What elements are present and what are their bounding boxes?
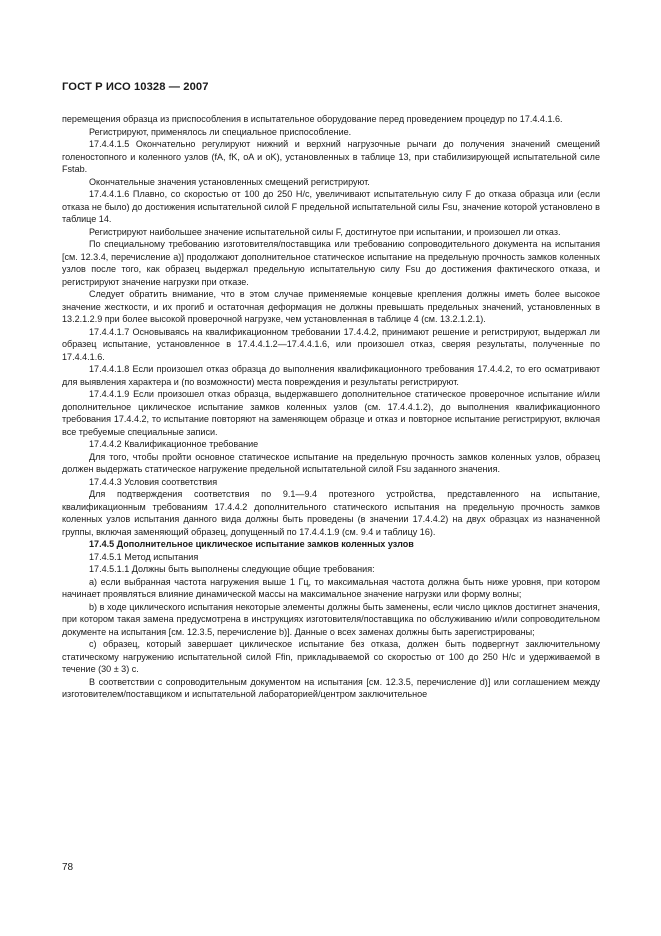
paragraph: Для подтверждения соответствия по 9.1—9.4 протезного устройства, представленного на испытание, квалификационным требованиям 17.4.4.2 дополнительного статического испытания на предельную прочность замков коленных узлов испытания данного вида должны быть проведены (в значении 17.4.4.2) на двух образцах из назначенной группы, включая заменяющий образец, допущенный по 17.4.4.1.9 (см. 9.4 и таблицу 16). [62, 489, 600, 537]
paragraph: По специальному требованию изготовителя/поставщика или требованию сопроводительного документа на испытания [см. 12.3.4, перечисление а)] продолжают дополнительное статическое испытание на предельную прочность замков коленных узлов после того, как образец выдержал предельную испытательную силу Fsu до достижения фактического отказа, и регистрируют значение нагрузки при отказе. [62, 239, 600, 287]
paragraph: c) образец, который завершает циклическое испытание без отказа, должен быть подвергнут заключительному статическому нагружению испытательной силой Ffin, прикладываемой со скоростью от 100 до 250 Н/с и удерживаемой в течение (30 ± 3) с. [62, 639, 600, 674]
paragraph: 17.4.4.2 Квалификационное требование [89, 439, 259, 449]
paragraph: 17.4.4.1.9 Если произошел отказ образца, выдержавшего дополнительное статическое проверочное испытание и/или дополнительное циклическое испытание замков коленных узлов (см. 17.4.4.1.2), до выполнения квалификационного требования 17.4.4.2, то испытание повторяют на заменяющем образце и отказ и повторное испытание регистрируют, включая все требуемые специальные записи. [62, 389, 600, 437]
paragraph: Для того, чтобы пройти основное статическое испытание на предельную прочность замков коленных узлов, образец должен выдержать статическое нагружение предельной испытательной силой Fsu заданного значения. [62, 451, 600, 474]
paragraph: a) если выбранная частота нагружения выше 1 Гц, то максимальная частота должна быть ниже уровня, при котором начинает проявляться влияние динамической массы на максимальное значение нагрузки или форму волны; [62, 576, 600, 599]
paragraph: 17.4.4.3 Условия соответствия [89, 476, 218, 487]
paragraph: b) в ходе циклического испытания некоторые элементы должны быть заменены, если число циклов достигнет значения, при котором такая замена предусмотрена в инструкциях изготовителя/поставщика по обслуживанию и/или сопроводительном документе на испытания [см. 12.3.5, перечисление b)]. Данные о всех заменах должны быть зарегистрированы; [62, 601, 600, 637]
paragraph: В соответствии с сопроводительным документом на испытания [см. 12.3.5, перечисление d)] или соглашением между изготовителем/поставщиком и испытательной лабораторией/центром заключительное [62, 676, 600, 699]
paragraph: Окончательные значения установленных смещений регистрируют. [89, 176, 370, 187]
paragraph: 17.4.5 Дополнительное циклическое испытание замков коленных узлов [89, 539, 414, 549]
paragraph: 17.4.4.1.8 Если произошел отказ образца до выполнения квалификационного требования 17.4.4.2, то его осматривают для выявления характера и (по возможности) места повреждения и результаты регистрируют. [62, 364, 600, 387]
body-text [62, 113, 600, 701]
paragraph: 17.4.4.1.6 Плавно, со скоростью от 100 до 250 Н/с, увеличивают испытательную силу F до отказа образца или (если отказа не было) до достижения испытательной силой F предельной испытательной силы Fsu, значение которой установлено в таблице 14. [62, 189, 600, 224]
document-header: ГОСТ Р ИСО 10328 — 2007 [62, 81, 209, 93]
paragraph: Следует обратить внимание, что в этом случае применяемые концевые крепления должны иметь более высокое значение жесткости, и их прогиб и остаточная деформация не должны превышать предельных значений, установленных в 13.2.1.2.9 при более высокой проверочной нагрузке, чем установленная в таблице 4 (см. 13.2.1.2.1). [62, 289, 600, 324]
paragraph: перемещения образца из приспособления в испытательное оборудование перед проведением процедур по 17.4.4.1.6. [62, 114, 563, 124]
paragraph: 17.4.4.1.7 Основываясь на квалификационном требовании 17.4.4.2, принимают решение и регистрируют, выдержал ли образец испытание, установленное в 17.4.4.1.2—17.4.4.1.6, или произошел отказ, сверяя результаты, полученные по 17.4.4.1.6. [62, 326, 600, 362]
paragraph: Регистрируют, применялось ли специальное приспособление. [89, 126, 352, 137]
paragraph: 17.4.5.1.1 Должны быть выполнены следующие общие требования: [89, 564, 375, 574]
page-number: 78 [62, 862, 74, 873]
paragraph: 17.4.4.1.5 Окончательно регулируют нижний и верхний нагрузочные рычаги до получения значений смещений голеностопного и коленного узлов (fA, fK, oA и oK), установленных в таблице 13, при стабилизирующей испытательной силе Fstab. [62, 139, 600, 174]
paragraph: 17.4.5.1 Метод испытания [89, 551, 199, 562]
paragraph: Регистрируют наибольшее значение испытательной силы F, достигнутое при испытании, и произошел ли отказ. [89, 226, 561, 237]
